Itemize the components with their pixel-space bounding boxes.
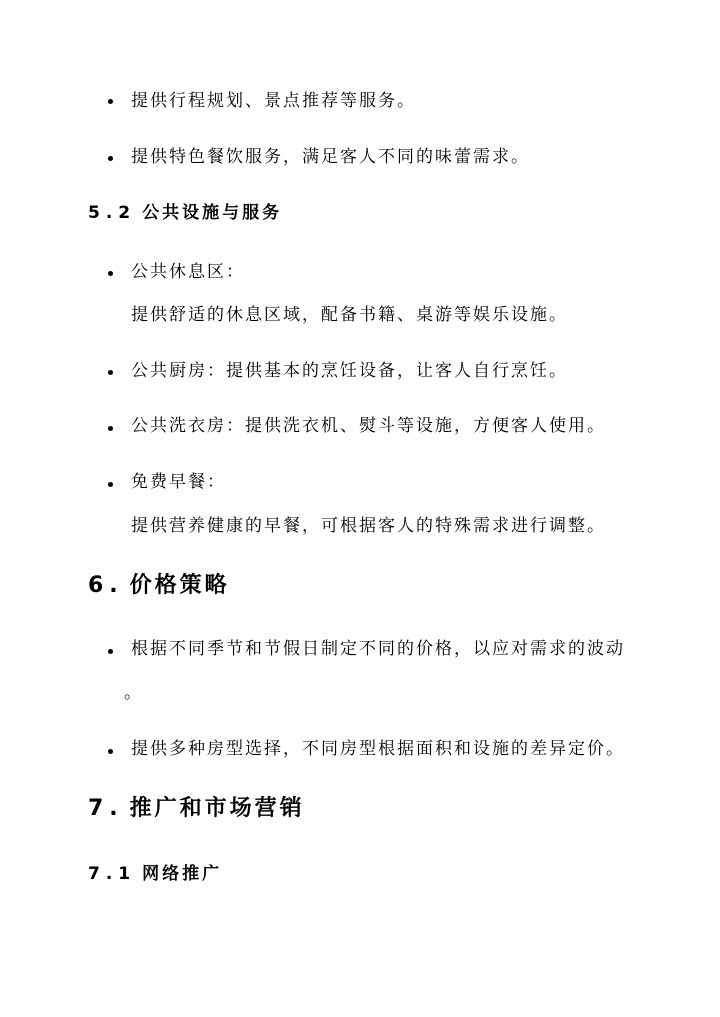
list-item: 提供多种房型选择，不同房型根据面积和设施的差异定价。: [131, 739, 625, 759]
list-item: 提供特色餐饮服务，满足客人不同的味蕾需求。: [131, 147, 530, 167]
section-heading-5-2: [88, 202, 282, 224]
section-number: 5.2: [88, 203, 137, 223]
section-title: 网络推广: [142, 864, 223, 884]
list-item: 公共休息区：: [131, 262, 245, 282]
list-item-detail: 提供营养健康的早餐，可根据客人的特殊需求进行调整。: [131, 516, 606, 536]
bullet-dot: [108, 482, 113, 487]
section-heading-7: [88, 795, 305, 823]
section-number: 6.: [88, 573, 124, 598]
list-item: 根据不同季节和节假日制定不同的价格，以应对需求的波动: [131, 639, 625, 659]
bullet-dot: [108, 156, 113, 161]
section-title: 推广和市场营销: [129, 796, 305, 821]
list-item-detail: 提供舒适的休息区域，配备书籍、桌游等娱乐设施。: [131, 305, 568, 325]
list-item: 提供行程规划、景点推荐等服务。: [131, 91, 416, 111]
list-item-continuation: 。: [124, 683, 143, 703]
bullet-dot: [108, 649, 113, 654]
list-item: 免费早餐：: [131, 472, 226, 492]
bullet-dot: [108, 749, 113, 754]
section-number: 7.1: [88, 864, 137, 884]
list-item: 公共厨房：提供基本的烹饪设备，让客人自行烹饪。: [131, 361, 568, 381]
section-title: 价格策略: [129, 573, 230, 598]
section-heading-6: [88, 572, 230, 600]
list-item: 公共洗衣房：提供洗衣机、熨斗等设施，方便客人使用。: [131, 416, 606, 436]
bullet-dot: [108, 271, 113, 276]
section-number: 7.: [88, 796, 124, 821]
section-heading-7-1: [88, 863, 222, 885]
bullet-dot: [108, 426, 113, 431]
bullet-dot: [108, 99, 113, 104]
bullet-dot: [108, 370, 113, 375]
section-title: 公共设施与服务: [142, 203, 283, 223]
